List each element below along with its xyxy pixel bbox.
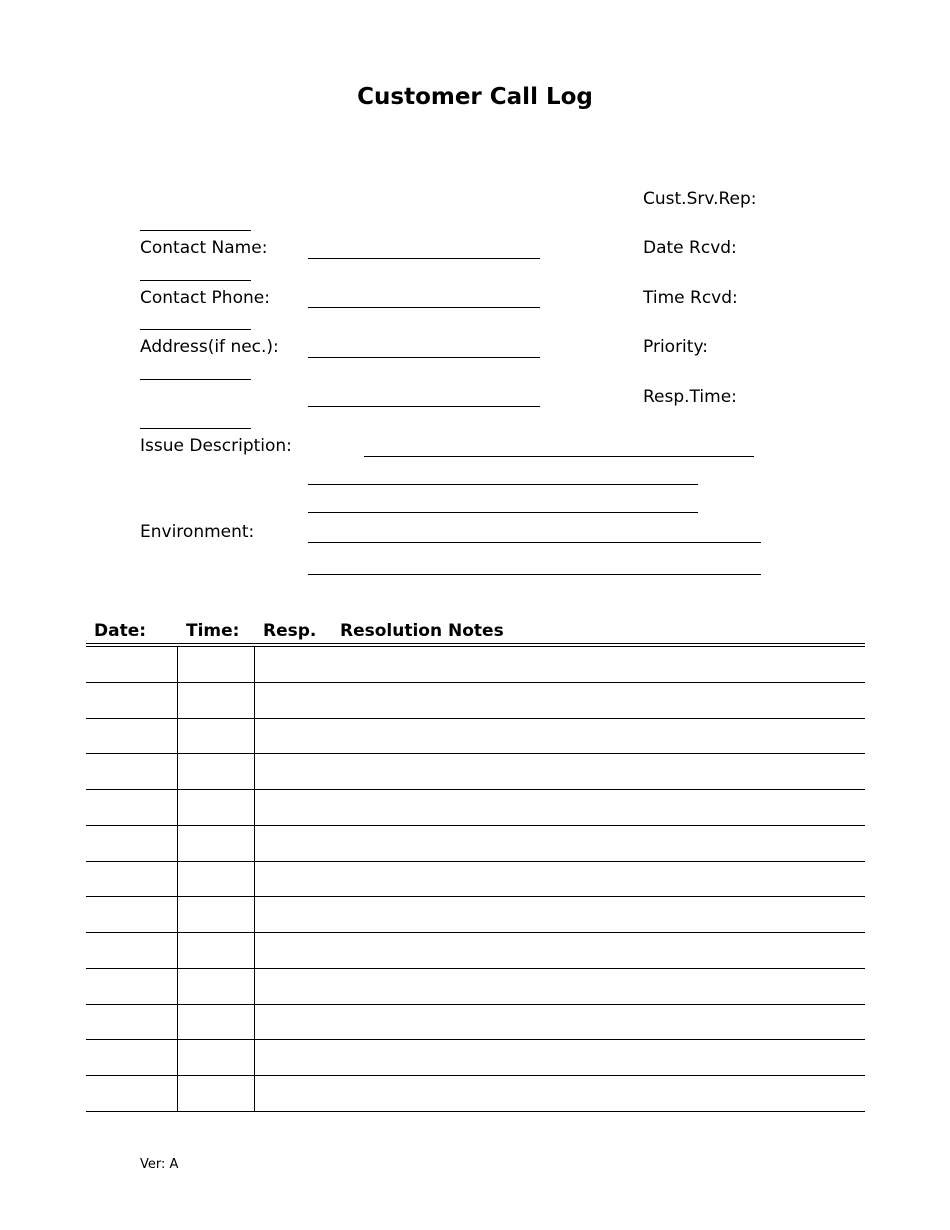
contact-phone-label: Contact Phone: (140, 288, 270, 308)
table-row-rule (86, 1039, 865, 1040)
table-row-rule (86, 932, 865, 933)
environment-label: Environment: (140, 522, 255, 542)
column-header-date: Date: (94, 621, 147, 641)
issue-description-label: Issue Description: (140, 436, 292, 456)
column-header-time: Time: (186, 621, 240, 641)
cust-srv-rep-blank[interactable] (140, 230, 251, 231)
contact-name-blank[interactable] (308, 258, 540, 259)
column-divider-date-time (177, 646, 178, 1112)
version-label: Ver: A (140, 1157, 179, 1172)
table-row-rule (86, 718, 865, 719)
address-blank-2[interactable] (308, 406, 540, 407)
column-header-resp: Resp. (263, 621, 317, 641)
resp-time-blank[interactable] (140, 428, 251, 429)
table-row-rule (86, 1075, 865, 1076)
table-row-rule (86, 1004, 865, 1005)
table-row-rule (86, 789, 865, 790)
table-row-rule (86, 753, 865, 754)
date-rcvd-label: Date Rcvd: (643, 238, 737, 258)
address-label: Address(if nec.): (140, 337, 279, 357)
time-rcvd-label: Time Rcvd: (643, 288, 738, 308)
header-rule-top (86, 643, 865, 644)
issue-description-blank-2[interactable] (308, 484, 698, 485)
table-row-rule (86, 968, 865, 969)
address-blank[interactable] (308, 357, 540, 358)
header-rule-bottom (86, 646, 865, 647)
column-header-resolution-notes: Resolution Notes (340, 621, 504, 641)
resp-time-label: Resp.Time: (643, 387, 737, 407)
table-row-rule (86, 1111, 865, 1112)
issue-description-blank-3[interactable] (308, 512, 698, 513)
table-row-rule (86, 682, 865, 683)
priority-blank[interactable] (140, 379, 251, 380)
environment-blank[interactable] (308, 542, 761, 543)
issue-description-blank[interactable] (364, 456, 754, 457)
time-rcvd-blank[interactable] (140, 329, 251, 330)
cust-srv-rep-label: Cust.Srv.Rep: (643, 189, 757, 209)
table-row-rule (86, 861, 865, 862)
priority-label: Priority: (643, 337, 708, 357)
table-row-rule (86, 896, 865, 897)
table-row-rule (86, 825, 865, 826)
environment-blank-2[interactable] (308, 574, 761, 575)
column-divider-time-notes (254, 646, 255, 1112)
date-rcvd-blank[interactable] (140, 280, 251, 281)
page-title: Customer Call Log (357, 84, 593, 110)
contact-phone-blank[interactable] (308, 307, 540, 308)
contact-name-label: Contact Name: (140, 238, 268, 258)
